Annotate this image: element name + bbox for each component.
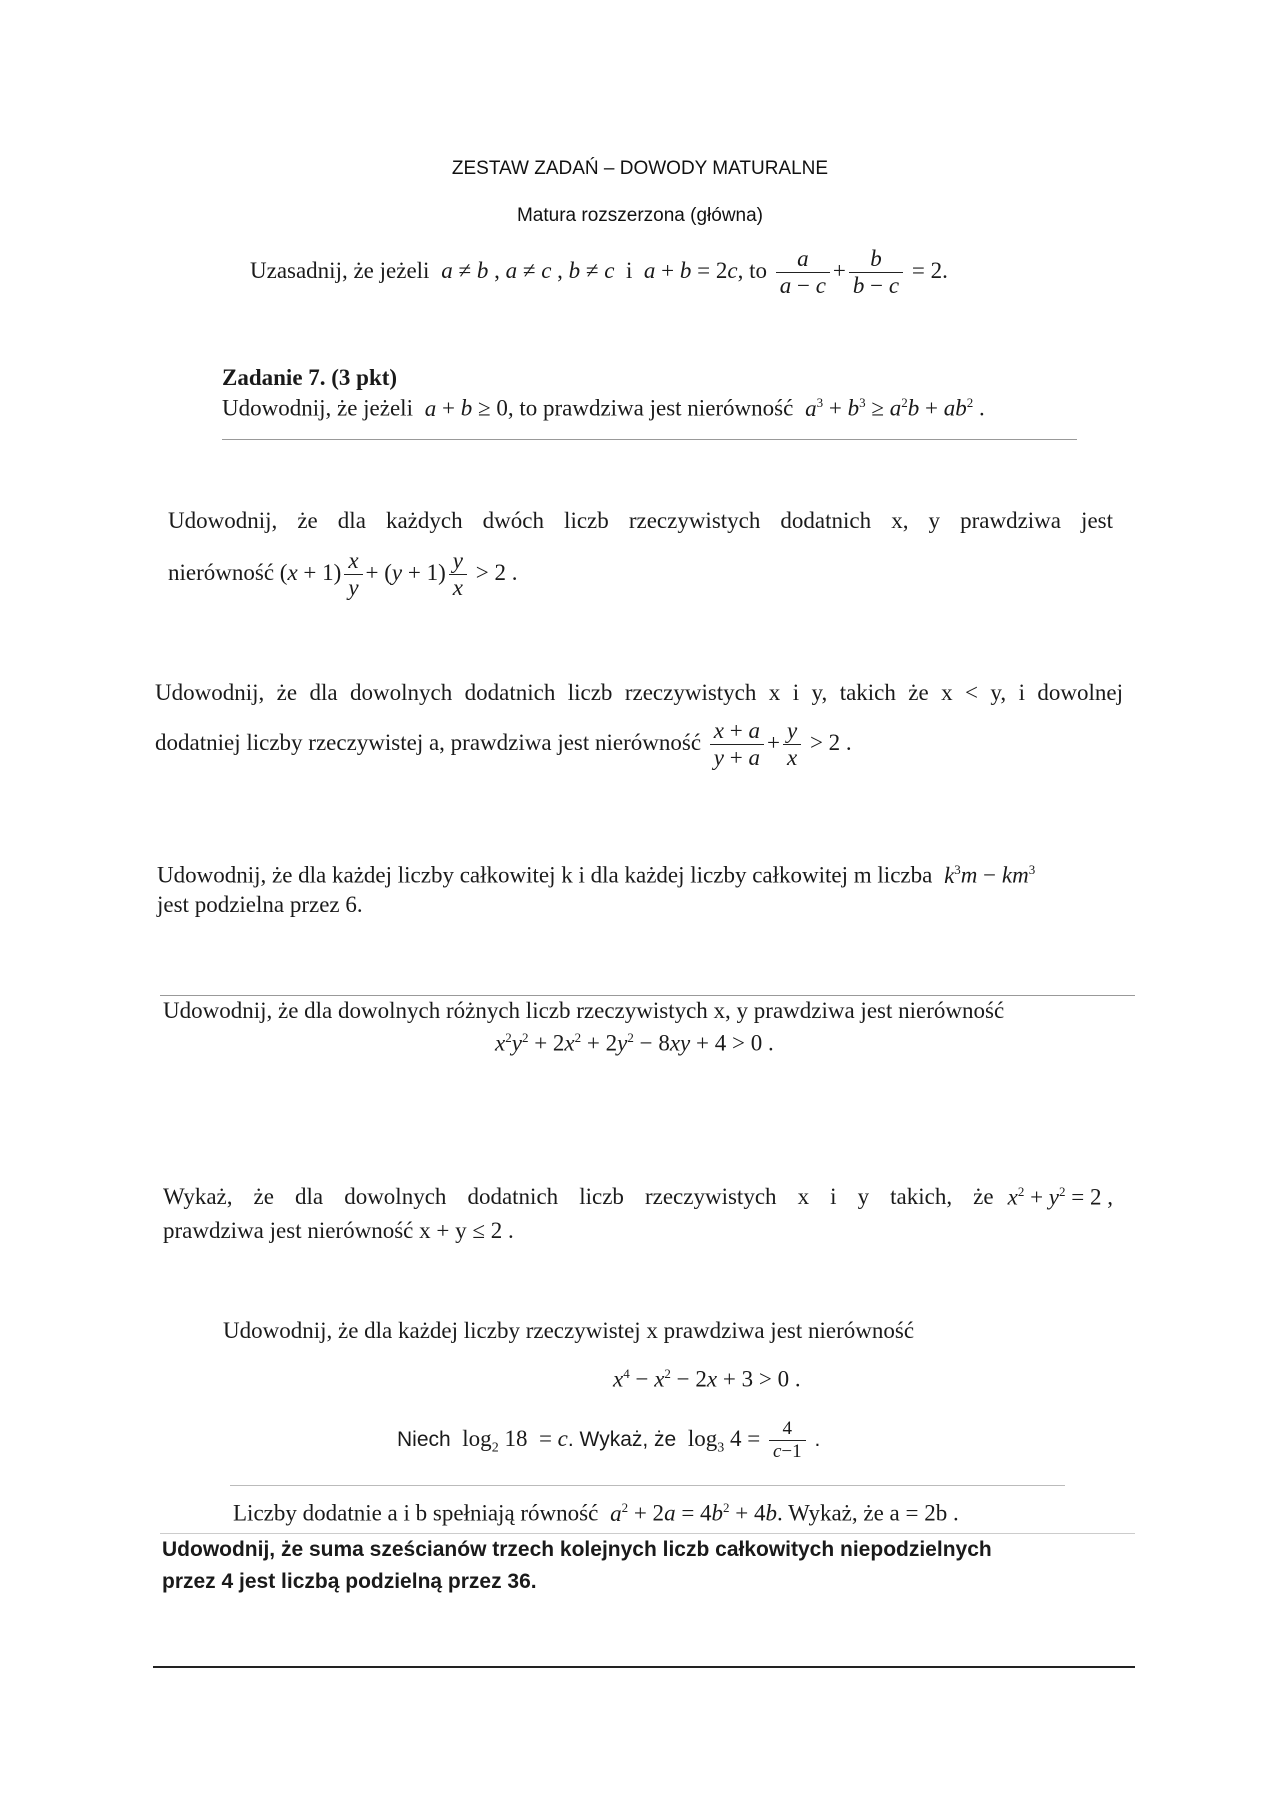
- fraction: $\frac{4}{c-1}$: [769, 1418, 806, 1463]
- problem-11-line-2: przez 4 jest liczbą podzielną przez 36.: [162, 1570, 537, 1593]
- problem-4-start: dodatniej liczby rzeczywistej a, prawdziwa jest nierówność: [155, 730, 702, 756]
- page-title: ZESTAW ZADAŃ – DOWODY MATURALNE: [451, 158, 829, 179]
- problem-4-line-2: dodatniej liczby rzeczywistej a, prawdziwa jest nierówność $\frac{x + a}{y + a}$ + $\frac{y}{x}$ > 2 .: [155, 718, 852, 771]
- fraction: $\frac{a}{a - c}$: [776, 246, 830, 300]
- cut-heading: Zadanie 7. (3 pkt): [222, 365, 398, 390]
- divider: [160, 1533, 1135, 1534]
- problem-6-formula: $x^2y^2 + 2x^2 + 2y^2 - 8xy + 4 > 0$ .: [495, 1030, 774, 1056]
- problem-7-text: Wykaż, że dla dowolnych dodatnich liczb rzeczywistych x i y takich, że: [163, 1184, 994, 1209]
- problem-10-end: . Wykaż, że a = 2b .: [777, 1500, 959, 1526]
- problem-2: Udowodnij, że jeżeli a + b ≥ 0, to prawdziwa jest nierówność $a^3 + b^3 \ge a^2b + ab^2$ .: [222, 395, 985, 421]
- problem-5-line-1: Udowodnij, że dla każdej liczby całkowitej k i dla każdej liczby całkowitej m liczba $k^3m - km^3$: [157, 862, 1036, 888]
- problem-10-start: Liczby dodatnie a i b spełniają równość: [233, 1500, 599, 1526]
- problem-1: Uzasadnij, że jeżeli a ≠ b , a ≠ c , b ≠ c i a + b = 2c, to $\frac{a}{a - c}$ + $\frac{b}{b - c}$ = 2.: [250, 246, 948, 299]
- problem-9: Niech $\log_2 18 = c$. Wykaż, że $\log_3 4$ = $\frac{4}{c-1}$ .: [397, 1418, 821, 1462]
- problem-6-line-1: Udowodnij, że dla dowolnych różnych liczb rzeczywistych x, y prawdziwa jest nierówność: [163, 998, 1005, 1023]
- problem-5-text: Udowodnij, że dla każdej liczby całkowitej k i dla każdej liczby całkowitej m liczba: [157, 862, 933, 888]
- problem-2-text: Udowodnij, że jeżeli: [222, 395, 413, 421]
- fraction: $\frac{b}{b - c}$: [849, 246, 903, 300]
- problem-11-line-1: Udowodnij, że suma sześcianów trzech kolejnych liczb całkowitych niepodzielnych: [162, 1538, 992, 1561]
- problem-4-end: > 2 .: [809, 730, 852, 756]
- problem-8-line-1: Udowodnij, że dla każdej liczby rzeczywistej x prawdziwa jest nierówność: [223, 1318, 915, 1343]
- problem-3-line-1: Udowodnij, że dla każdych dwóch liczb rzeczywistych dodatnich x, y prawdziwa jest: [168, 508, 1113, 533]
- bottom-divider: [153, 1666, 1135, 1668]
- problem-3-end: > 2 .: [475, 560, 518, 586]
- problem-5-line-2: jest podzielna przez 6.: [157, 892, 363, 917]
- problem-3-start: nierówność: [168, 560, 275, 586]
- divider: [160, 995, 1135, 996]
- problem-9-start: Niech: [397, 1427, 451, 1451]
- problem-1-end: = 2.: [911, 258, 948, 284]
- problem-3-line-2: nierówność (x + 1) $\frac{x}{y}$ + (y + 1) $\frac{y}{x}$ > 2 .: [168, 548, 518, 601]
- problem-7-line-1: Wykaż, że dla dowolnych dodatnich liczb rzeczywistych x i y takich, że $x^2 + y^2 = 2$ ,: [163, 1184, 1113, 1210]
- fraction: $\frac{y}{x}$: [783, 718, 801, 772]
- problem-9-mid: . Wykaż, że: [567, 1427, 677, 1451]
- problem-7-line-2: prawdziwa jest nierówność x + y ≤ 2 .: [163, 1218, 514, 1243]
- fraction: $\frac{x + a}{y + a}$: [710, 718, 764, 772]
- fraction: $\frac{x}{y}$: [344, 548, 362, 602]
- page-subtitle: Matura rozszerzona (główna): [516, 205, 764, 226]
- divider: [230, 1485, 1065, 1486]
- fraction-numerator: 4: [769, 1418, 806, 1441]
- fraction: $\frac{y}{x}$: [449, 548, 467, 602]
- problem-8-formula: $x^4 - x^2 - 2x + 3 > 0$ .: [613, 1366, 801, 1392]
- problem-10: Liczby dodatnie a i b spełniają równość $a^2 + 2a = 4b^2 + 4b$. Wykaż, że a = 2b .: [233, 1500, 959, 1526]
- problem-2-mid: , to prawdziwa jest nierówność: [507, 395, 794, 421]
- problem-4-line-1: Udowodnij, że dla dowolnych dodatnich liczb rzeczywistych x i y, takich że x < y, i dowolnej: [155, 680, 1123, 705]
- problem-1-to: , to: [737, 258, 767, 284]
- problem-1-text: Uzasadnij, że jeżeli: [250, 258, 430, 284]
- divider: [222, 439, 1077, 440]
